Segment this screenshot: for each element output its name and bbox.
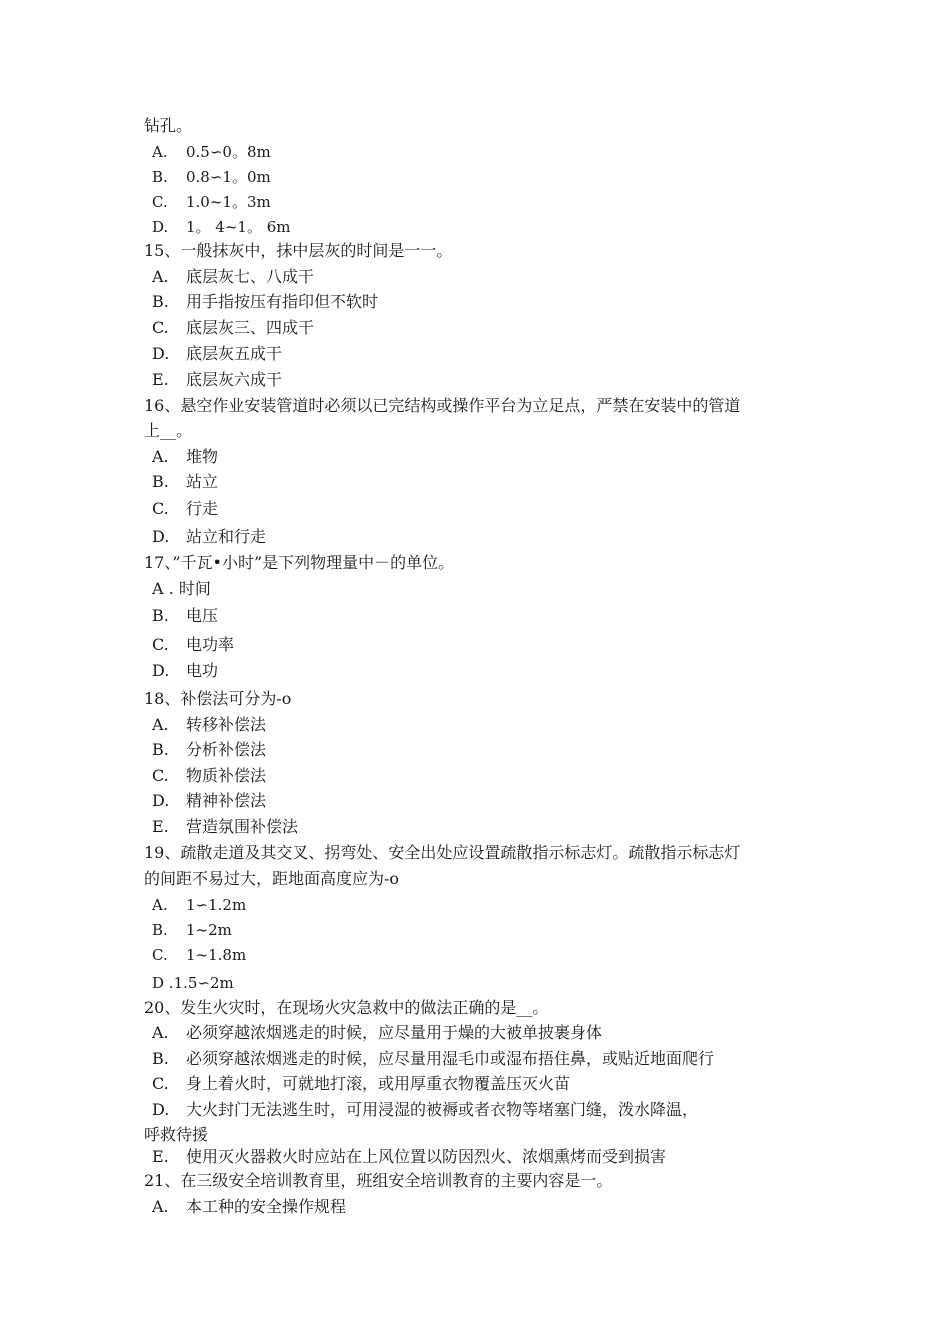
option-text: 1.0~1。3m (186, 193, 271, 211)
option-label: C. (152, 499, 169, 518)
option-label: C. (152, 635, 169, 654)
question-16-cont: 上__。 (144, 421, 193, 440)
option-text: 底层灰七、八成干 (186, 267, 315, 286)
question-14-tail: 钻孔。 (144, 116, 193, 135)
question-16: 16、悬空作业安装管道时必须以已完结构或操作平台为立足点，严禁在安装中的管道 (144, 396, 741, 415)
option-label: B. (152, 606, 169, 625)
question-18: 18、补偿法可分为-o (144, 689, 292, 708)
option-label: D. (152, 344, 170, 363)
option-text: 堆物 (186, 447, 219, 466)
option-text: 1~2m (186, 921, 232, 939)
option-text: 站立 (186, 472, 219, 491)
option-text: 身上着火时，可就地打滚，或用厚重衣物覆盖压灭火苗 (186, 1074, 571, 1093)
option-label: C. (152, 946, 168, 964)
option-label: E. (152, 370, 169, 389)
option-label: A. (152, 447, 169, 466)
option-label: A. (152, 1023, 169, 1042)
option-text: 精神补偿法 (186, 791, 267, 810)
option-text: 底层灰三、四成干 (186, 318, 315, 337)
option-text: 站立和行走 (186, 527, 267, 546)
option-label: E. (152, 1147, 169, 1166)
option-label: D. (152, 661, 170, 680)
option-text: 本工种的安全操作规程 (186, 1197, 347, 1216)
option-label: A. (152, 1197, 169, 1216)
question-19-cont: 的间距不易过大，距地面高度应为-o (144, 869, 400, 888)
option-text: 分析补偿法 (186, 740, 267, 759)
option-label: A. (152, 143, 168, 161)
option-text: 底层灰五成干 (186, 344, 283, 363)
option-text: 1。 4~1。 6m (186, 218, 291, 236)
option-label: B. (152, 1049, 169, 1068)
option-text: 用手指按压有指印但不软时 (186, 292, 379, 311)
option-text: 1~1.8m (186, 946, 247, 964)
option-text: 物质补偿法 (186, 766, 267, 785)
option-label: B. (152, 472, 169, 491)
option-label: D. (152, 218, 169, 236)
option-text: 必须穿越浓烟逃走的时候，应尽量用于燥的大被单披裹身体 (186, 1023, 603, 1042)
option-text: 转移补偿法 (186, 715, 267, 734)
option-text: 电功 (186, 661, 219, 680)
option-text: 0.8∽1。0m (186, 168, 271, 186)
option-text: 必须穿越浓烟逃走的时候，应尽量用湿毛巾或湿布捂住鼻，或贴近地面爬行 (186, 1049, 715, 1068)
option-label: A. (152, 896, 168, 914)
option-text: 电功率 (186, 635, 235, 654)
option-label: B. (152, 292, 169, 311)
option-label: B. (152, 168, 168, 186)
question-19: 19、疏散走道及其交叉、拐弯处、安全出处应设置疏散指示标志灯。疏散指示标志灯 (144, 843, 741, 862)
question-15: 15、一般抹灰中，抹中层灰的时间是一一。 (144, 241, 453, 260)
option-text: 0.5∽0。8m (186, 143, 271, 161)
option-text: 电压 (186, 606, 219, 625)
option-label: E. (152, 817, 169, 836)
option-label: B. (152, 740, 169, 759)
option-text: 1∽1.2m (186, 896, 247, 914)
option-label: B. (152, 921, 168, 939)
option-label: A. (152, 715, 169, 734)
option-text: 大火封门无法逃生时，可用浸湿的被褥或者衣物等堵塞门缝，泼水降温， (186, 1100, 699, 1119)
option-label: A. (152, 267, 169, 286)
option-text: 行走 (186, 499, 219, 518)
question-21: 21、在三级安全培训教育里，班组安全培训教育的主要内容是一。 (144, 1171, 613, 1190)
option-label: C. (152, 193, 168, 211)
option-text: 营造氛围补偿法 (186, 817, 299, 836)
option-text: 底层灰六成干 (186, 370, 283, 389)
question-20: 20、发生火灾时，在现场火灾急救中的做法正确的是__。 (144, 998, 549, 1017)
option-a: A . 时间 (152, 579, 211, 598)
option-label: D. (152, 527, 170, 546)
option-label: D. (152, 1100, 170, 1119)
option-text: 使用灭火器救火时应站在上风位置以防因烈火、浓烟熏烤而受到损害 (186, 1147, 667, 1166)
option-label: C. (152, 766, 169, 785)
option-label: C. (152, 1074, 169, 1093)
option-label: C. (152, 318, 169, 337)
option-label: D. (152, 791, 170, 810)
question-17: 17、”千瓦•小时”是下列物理量中－的单位。 (144, 553, 455, 572)
option-text-cont: 呼救待援 (144, 1125, 209, 1144)
option-d: D .1.5∽2m (152, 974, 234, 992)
